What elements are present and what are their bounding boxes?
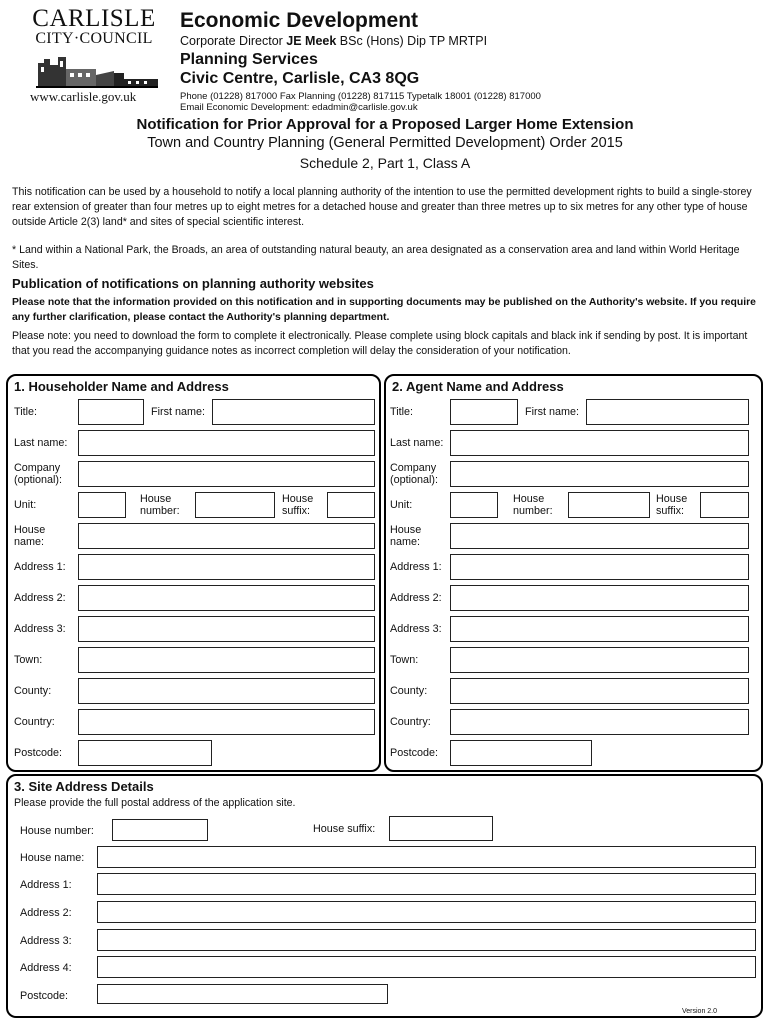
address2-input[interactable] xyxy=(97,901,756,923)
title-label: Title: xyxy=(14,406,37,418)
address1-label: Address 1: xyxy=(14,561,66,573)
site-address-section xyxy=(6,774,763,1018)
unit-input[interactable] xyxy=(78,492,126,518)
form-title: Notification for Prior Approval for a Proposed Larger Home Extension xyxy=(136,116,634,133)
first-name-input[interactable] xyxy=(586,399,749,425)
country-input[interactable] xyxy=(450,709,749,735)
address3-label: Address 3: xyxy=(20,935,72,947)
publication-note: Please note that the information provided on this notification and in supporting documents may be published on the Authority's website. If you require any further clarification, please contact the Authority's planning department. xyxy=(12,297,756,323)
country-input[interactable] xyxy=(78,709,375,735)
title-label: Title: xyxy=(390,406,413,418)
company-input[interactable] xyxy=(450,461,749,487)
email-line: Email Economic Development: edadmin@carlisle.gov.uk xyxy=(180,102,418,113)
house-suffix-label: House suffix: xyxy=(282,493,314,517)
householder-section xyxy=(6,374,381,772)
postcode-input[interactable] xyxy=(97,984,388,1004)
address1-input[interactable] xyxy=(450,554,749,580)
address1-input[interactable] xyxy=(78,554,375,580)
address2-label: Address 2: xyxy=(390,592,442,604)
council-logo xyxy=(30,6,166,114)
address3-input[interactable] xyxy=(450,616,749,642)
unit-label: Unit: xyxy=(390,499,413,511)
company-label: Company (optional): xyxy=(390,462,439,486)
house-name-label: House name: xyxy=(20,852,85,864)
form-schedule: Schedule 2, Part 1, Class A xyxy=(299,155,471,171)
house-number-label: House number: xyxy=(140,493,180,517)
director-suffix: BSc (Hons) Dip TP MRTPI xyxy=(336,34,488,48)
director-line xyxy=(180,34,541,49)
castle-icon xyxy=(36,49,158,89)
first-name-label: First name: xyxy=(525,406,579,418)
agent-section xyxy=(384,374,763,772)
department-title: Economic Development xyxy=(180,9,419,32)
footnote-paragraph: * Land within a National Park, the Broads, an area of outstanding natural beauty, an area designated as a conservation area and land within World Heritage Sites. xyxy=(12,244,740,271)
section-title: 2. Agent Name and Address xyxy=(392,379,564,394)
director-prefix: Corporate Director xyxy=(180,34,287,48)
last-name-label: Last name: xyxy=(390,437,444,449)
address1-input[interactable] xyxy=(97,873,756,895)
logo-line1: CARLISLE xyxy=(32,5,156,32)
instructions-paragraph: Please note: you need to download the form to complete it electronically. Please complete using block capitals and black ink if sending by post. It is important that you read the accompanying guidance notes as incorrect completion will delay the consideration of your notification. xyxy=(12,330,748,357)
address2-input[interactable] xyxy=(78,585,375,611)
house-name-input[interactable] xyxy=(450,523,749,549)
director-name: JE Meek xyxy=(286,34,337,48)
house-suffix-input[interactable] xyxy=(700,492,749,518)
phone-line: Phone (01228) 817000 Fax Planning (01228) 817115 Typetalk 18001 (01228) 817000 xyxy=(180,91,541,102)
last-name-input[interactable] xyxy=(450,430,749,456)
address3-input[interactable] xyxy=(78,616,375,642)
house-name-label: House name: xyxy=(14,524,46,548)
address2-label: Address 2: xyxy=(20,907,72,919)
company-label: Company (optional): xyxy=(14,462,63,486)
logo-line2: CITY·COUNCIL xyxy=(35,30,153,47)
section-title: 3. Site Address Details xyxy=(14,779,154,794)
address3-input[interactable] xyxy=(97,929,756,951)
postcode-input[interactable] xyxy=(78,740,212,766)
address1-label: Address 1: xyxy=(20,879,72,891)
postcode-label: Postcode: xyxy=(390,747,439,759)
publication-heading: Publication of notifications on planning authority websites xyxy=(12,276,374,291)
house-suffix-label: House suffix: xyxy=(313,823,376,835)
house-number-label: House number: xyxy=(20,825,94,837)
house-name-label: House name: xyxy=(390,524,422,548)
section-title: 1. Householder Name and Address xyxy=(14,379,229,394)
unit-input[interactable] xyxy=(450,492,498,518)
first-name-input[interactable] xyxy=(212,399,375,425)
town-input[interactable] xyxy=(78,647,375,673)
address2-label: Address 2: xyxy=(14,592,66,604)
title-input[interactable] xyxy=(450,399,518,425)
country-label: Country: xyxy=(390,716,431,728)
house-suffix-label: House suffix: xyxy=(656,493,688,517)
logo-url: www.carlisle.gov.uk xyxy=(30,89,137,104)
postcode-label: Postcode: xyxy=(20,990,69,1002)
unit-label: Unit: xyxy=(14,499,37,511)
address4-label: Address 4: xyxy=(20,962,72,974)
house-suffix-input[interactable] xyxy=(389,816,493,841)
service-name: Planning Services xyxy=(180,51,318,68)
company-input[interactable] xyxy=(78,461,375,487)
town-label: Town: xyxy=(390,654,419,666)
address4-input[interactable] xyxy=(97,956,756,978)
house-number-input[interactable] xyxy=(195,492,275,518)
house-number-input[interactable] xyxy=(112,819,208,841)
postcode-label: Postcode: xyxy=(14,747,63,759)
county-label: County: xyxy=(14,685,52,697)
town-input[interactable] xyxy=(450,647,749,673)
address1-label: Address 1: xyxy=(390,561,442,573)
header xyxy=(180,8,541,113)
house-name-input[interactable] xyxy=(78,523,375,549)
version-label: Version 2.0 xyxy=(682,1008,718,1015)
section-subtitle: Please provide the full postal address of the application site. xyxy=(14,797,296,809)
last-name-label: Last name: xyxy=(14,437,68,449)
address2-input[interactable] xyxy=(450,585,749,611)
first-name-label: First name: xyxy=(151,406,205,418)
last-name-input[interactable] xyxy=(78,430,375,456)
country-label: Country: xyxy=(14,716,55,728)
form-order: Town and Country Planning (General Permitted Development) Order 2015 xyxy=(147,135,623,151)
town-label: Town: xyxy=(14,654,43,666)
county-label: County: xyxy=(390,685,428,697)
postcode-input[interactable] xyxy=(450,740,592,766)
house-name-input[interactable] xyxy=(97,846,756,868)
address3-label: Address 3: xyxy=(14,623,66,635)
title-input[interactable] xyxy=(78,399,144,425)
house-number-label: House number: xyxy=(513,493,553,517)
council-address: Civic Centre, Carlisle, CA3 8QG xyxy=(180,70,420,87)
county-input[interactable] xyxy=(450,678,749,704)
address3-label: Address 3: xyxy=(390,623,442,635)
house-number-input[interactable] xyxy=(568,492,650,518)
house-suffix-input[interactable] xyxy=(327,492,375,518)
county-input[interactable] xyxy=(78,678,375,704)
intro-paragraph: This notification can be used by a household to notify a local planning authority of the intention to use the permitted development rights to build a single-storey rear extension of greater than four metres up to eight metres for a detached house and greater than three metres up to six metres for any other type of house outside Article 2(3) land* and sites of special scientific interest. xyxy=(12,186,752,228)
